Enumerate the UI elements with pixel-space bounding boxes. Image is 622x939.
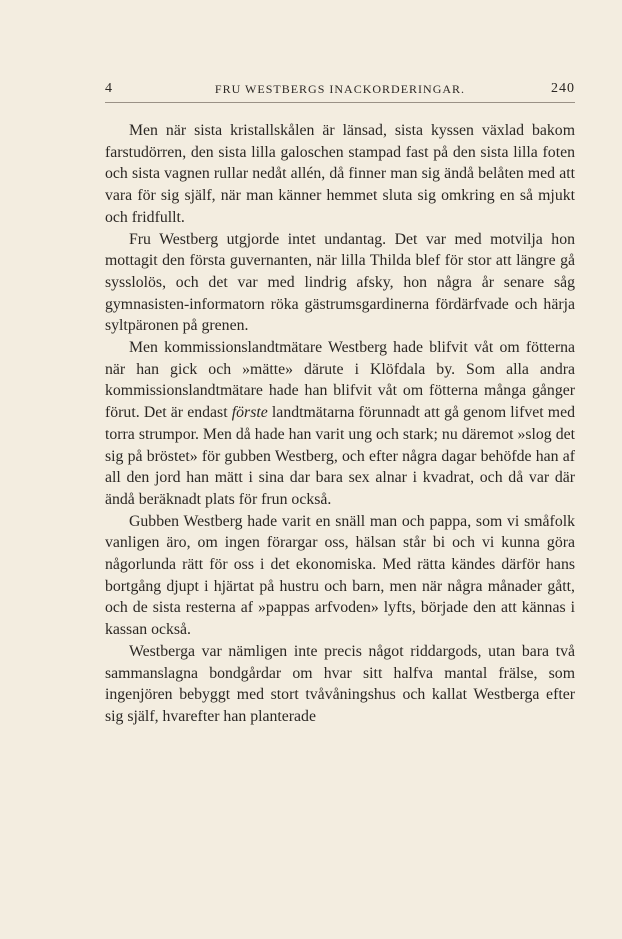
page-number: 4 xyxy=(105,81,112,96)
paragraph-text: Men kommissionslandtmätare Westberg hade blifvit våt om fötterna när han gick och »mätte» därute i Klöfdala by. Som alla andra kommissionslandtmätare hade han blifvit våt om fötterna många gånger förut. Det är endast xyxy=(105,339,575,422)
paragraph: Gubben Westberg hade varit en snäll man och pappa, som vi småfolk vanligen äro, om ingen förargar oss, hälsan står bi och vi kunna göra någorlunda rätt för oss i det ekonomiska. Med rätta kändes därför hans bortgång djupt i hjärtat på hustru och barn, men när några månader gått, och de sista resterna af »pappas arfvoden» lyfts, började den att kännas i kassan också. xyxy=(105,512,575,639)
folio-number: 240 xyxy=(551,81,575,96)
running-title: FRU WESTBERGS INACKORDERINGAR. xyxy=(214,82,466,96)
paragraph: Fru Westberg utgjorde intet undantag. Det var med motvilja hon mottagit den första guvernanten, när lilla Thilda blef för stor att längre gå sysslolös, och det var med lindrig afsky, hon några år senare såg gymnasisten-informatorn röka gästrumsgardinerna fördärfvade och härja syltpäronen på grenen. xyxy=(105,230,575,335)
running-header xyxy=(105,79,575,99)
body-text xyxy=(105,120,575,728)
paragraph: Men när sista kristallskålen är länsad, sista kyssen växlad bakom farstudörren, den sista lilla galoschen stampad fast på den sista lilla foten och sista vagnen rullar nedåt allén, då finner man sig ändå belåten med att vara för sig själf, när man känner hemmet sluta sig omkring en så mjukt och fridfullt. xyxy=(105,122,575,226)
paragraph-text: landtmätarna förunnadt att gå genom lifvet med torra strumpor. Men då hade han varit ung och stark; nu däremot »slog det sig på bröstet» för gubben Westberg, och efter några dagar behöfde han af all den jord han mätt i sina dar bara sex alnar i kvadrat, och då var där ändå beräknadt plats för frun också. xyxy=(105,404,576,508)
italic-word: förste xyxy=(231,404,268,422)
header-rule xyxy=(105,102,575,103)
paragraph: Westberga var nämligen inte precis något riddargods, utan bara två sammanslagna bondgårdar om hvar sitt halfva mantal frälse, som ingenjören bebyggt med stort tvåvåningshus och kallat Westberga efter sig själf, hvarefter han planterade xyxy=(105,642,575,725)
paragraph xyxy=(105,337,575,511)
